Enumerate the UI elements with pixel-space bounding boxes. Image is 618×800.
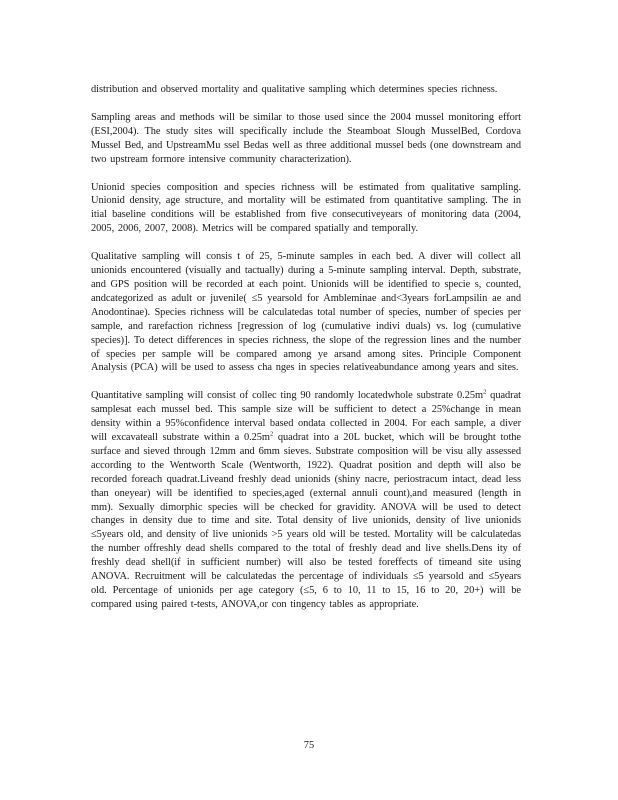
quant-text-part2: quadrat samplesat each mussel bed. This sample size will be sufficient to detect a 25%change in mean density within a 95%confidence interval based ondata collected in 2004. For each sample, a diver will excavateall substrate within a 0.25m	[91, 390, 521, 444]
quant-text-part1: Quantitative sampling will consist of collec ting 90 randomly locatedwhole substrate 0.25m	[91, 390, 484, 402]
paragraph-sampling-areas: Sampling areas and methods will be similar to those used since the 2004 mussel monitoring effort (ESI,2004). The study sites will specifically include the Steamboat Slough MusselBed, Cordova Mussel Bed, and UpstreamMu ssel Bedas well as three additional mussel beds (one downstream and two upstream formore intensive community characterization).	[91, 111, 521, 165]
paragraph-quantitative-sampling	[91, 389, 521, 612]
quant-text-part3: quadrat into a 20L bucket, which will be brought tothe surface and sieved through 12mm and 6mm sieves. Substrate composition will be visu ally assessed according to the Wentworth Scale (Wentworth, 1922). Quadrat position and depth will also be recorded foreach quadrat.Liveand freshly dead unionids (shiny nacre, periostracum intact, dead less than oneyear) will be identified to species,aged (external annuli count),and measured (length in mm). Sexually dimorphic species will be checked for gravidity. ANOVA will be used to detect changes in density due to time and site. Total density of live unionids, density of live unionids ≤5years old, and density of live unionids >5 years old will be tested. Mortality will be calculatedas the number offreshly dead shells compared to the total of freshly dead and live shells.Dens ity of freshly dead shell(if in sufficient number) will also be tested foreffects of timeand site using ANOVA. Recruitment will be calculatedas the percentage of individuals ≤5 yearsold and ≤5years old. Percentage of unionids per age category (≤5, 6 to 10, 11 to 15, 16 to 20, 20+) will be compared using paired t-tests, ANOVA,or con tingency tables as appropriate.	[91, 432, 521, 610]
paragraph-qualitative-sampling: Qualitative sampling will consis t of 25, 5-minute samples in each bed. A diver will collect all unionids encountered (visually and tactually) during a 5-minute sampling interval. Depth, substrate, and GPS position will be recorded at each point. Unionids will be identified to specie s, counted, andcategorized as adult or juvenile( ≤5 yearsold for Ambleminae and<3years forLampsilin ae and Anodontinae). Species richness will be calculatedas total number of species, number of species per sample, and rarefaction richness [regression of log (cumulative indivi duals) vs. log (cumulative species)]. To detect differences in species richness, the slope of the regression lines and the number of species per sample will be compared among ye arsand among sites. Principle Component Analysis (PCA) will be used to assess cha nges in species relativeabundance among years and sites.	[91, 251, 521, 374]
superscript-squared: 2	[269, 430, 274, 438]
paragraph-intro-continuation: distribution and observed mortality and qualitative sampling which determines species richness.	[91, 84, 498, 95]
document-page	[91, 83, 521, 626]
paragraph-species-composition: Unionid species composition and species richness will be estimated from qualitative sampling. Unionid density, age structure, and mortality will be estimated from quantitative sampling. The in itial baseline conditions will be established from five consecutiveyears of monitoring data (2004, 2005, 2006, 2007, 2008). Metrics will be compared spatially and temporally.	[91, 181, 521, 235]
superscript-squared: 2	[483, 388, 487, 396]
page-number: 75	[303, 740, 315, 751]
